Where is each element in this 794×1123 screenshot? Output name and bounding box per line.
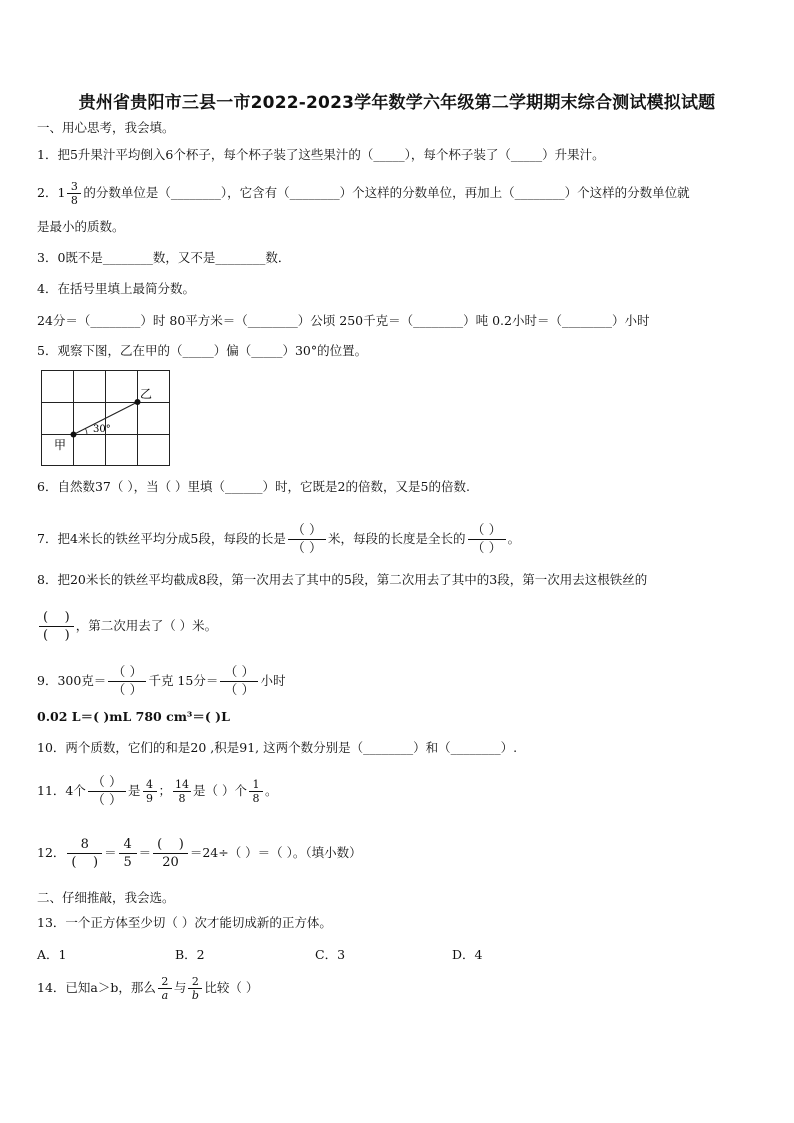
q13-option-d: D．4: [452, 947, 483, 962]
q12-fraction-1: $\frac{8}{( )}$: [67, 836, 102, 871]
direction-grid-figure: [41, 370, 170, 466]
grid-svg: [41, 370, 170, 466]
q9-blank-fraction-2: $\frac{( )}{( )}$: [220, 664, 258, 699]
page-title: 贵州省贵阳市三县一市2022-2023学年数学六年级第二学期期末综合测试模拟试题: [78, 93, 716, 113]
q2-fraction: $\frac{3}{8}$: [67, 180, 81, 207]
question-9: 9．300克＝ $\frac{( )}{( )}$ 千克 15分＝ $\frac{( )}{( )}$ 小时: [37, 665, 286, 698]
question-9-cont: 0.02 L＝( )mL 780 cm³＝( )L: [37, 709, 230, 724]
q13-option-a: A．1: [37, 947, 67, 962]
q11-fraction-4-9: $\frac{4}{9}$: [143, 778, 157, 805]
label-yi: 乙: [140, 387, 153, 401]
question-14: 14．已知a＞b，那么 $\frac{2}{a}$ 与 $\frac{2}{b}$ 比较（ ）: [37, 975, 259, 1002]
question-2-cont: 是最小的质数。: [37, 219, 125, 234]
label-jia: 甲: [54, 438, 67, 452]
q13-option-b: B．2: [175, 947, 205, 962]
q12-fraction-2: $\frac{4}{5}$: [119, 836, 137, 871]
q2-prefix: 2．1: [37, 185, 66, 200]
question-10: 10．两个质数，它们的和是20 ,积是91, 这两个数分别是（________）和（________）.: [37, 740, 518, 755]
q11-blank-fraction: $\frac{( )}{( )}$: [88, 774, 126, 809]
q11-fraction-14-8: $\frac{14}{8}$: [175, 778, 190, 805]
question-11: 11．4个 $\frac{( )}{( )}$ 是 $\frac{4}{9}$ ； $\frac{14}{8}$ 是（ ）个 $\frac{1}{8}$ 。: [37, 775, 278, 808]
question-6: 6．自然数37（ ），当（ ）里填（______）时，它既是2的倍数，又是5的倍数.: [37, 479, 470, 494]
q8-blank-fraction: $\frac{( )}{( )}$: [39, 609, 74, 644]
section-1-heading: 一、用心思考，我会填。: [37, 120, 175, 135]
q2-text: 的分数单位是（________），它含有（________）个这样的分数单位，再加上（________）个这样的分数单位就: [83, 185, 690, 200]
q7-blank-fraction-2: $\frac{( )}{( )}$: [468, 522, 506, 557]
question-1: 1．把5升果汁平均倒入6个杯子，每个杯子装了这些果汁的（_____），每个杯子装了（_____）升果汁。: [37, 147, 605, 162]
question-8-cont: $\frac{( )}{( )}$ ，第二次用去了（ ）米。: [37, 609, 217, 644]
question-3: 3．0既不是________数，又不是________数．: [37, 250, 291, 265]
question-12: 12． $\frac{8}{( )}$ ＝ $\frac{4}{5}$ ＝ $\frac{( )}{20}$ ＝24÷（ ）＝（ ）。（填小数）: [37, 837, 362, 870]
question-2: [37, 180, 690, 207]
question-7: 7．把4米长的铁丝平均分成5段，每段的长是 $\frac{( )}{( )}$ 米，每段的长度是全长的 $\frac{( )}{( )}$ 。: [37, 523, 521, 556]
q14-fraction-2-b: $\frac{2}{b}$: [188, 975, 202, 1002]
q12-fraction-3: $\frac{( )}{20}$: [153, 836, 188, 871]
section-2-heading: 二、仔细推敲，我会选。: [37, 890, 175, 905]
question-13: 13．一个正方体至少切（ ）次才能切成新的正方体。: [37, 915, 332, 930]
q13-option-c: C．3: [315, 947, 346, 962]
q9-blank-fraction-1: $\frac{( )}{( )}$: [108, 664, 146, 699]
question-4: 4．在括号里填上最简分数。: [37, 281, 195, 296]
question-4-items: 24分＝（________）时 80平方米＝（________）公顷 250千克＝（________）吨 0.2小时＝（________）小时: [37, 313, 650, 328]
question-8: 8．把20米长的铁丝平均截成8段，第一次用去了其中的5段，第二次用去了其中的3段，第一次用去这根铁丝的: [37, 572, 648, 587]
q11-fraction-1-8: $\frac{1}{8}$: [249, 778, 263, 805]
q14-fraction-2-a: $\frac{2}{a}$: [158, 975, 172, 1002]
question-5: 5．观察下图，乙在甲的（_____）偏（_____）30°的位置。: [37, 343, 368, 358]
q7-blank-fraction-1: $\frac{( )}{( )}$: [288, 522, 326, 557]
angle-label: 30°: [93, 424, 111, 435]
